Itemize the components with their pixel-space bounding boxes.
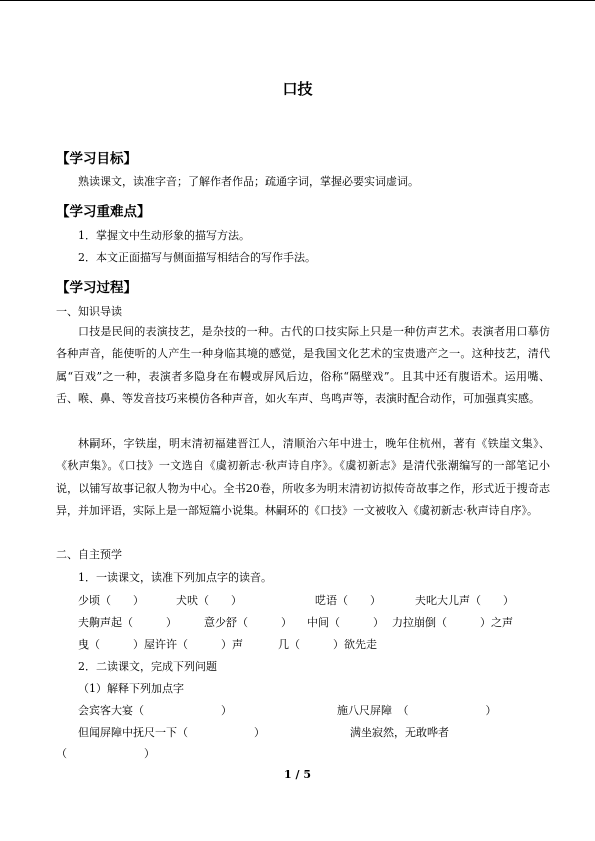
process-heading: 【学习过程】	[56, 280, 137, 296]
definition-item: （ ）	[56, 747, 155, 760]
question-2: 2．二读课文，完成下列问题	[78, 660, 217, 673]
definition-item: 施八尺屏障 （ ）	[337, 704, 497, 717]
definition-item: 满坐寂然，无敢哗者	[350, 726, 449, 739]
keypoint-item-1: 1．掌握文中生动形象的描写方法。	[78, 229, 250, 242]
pronunciation-item: 夫齁声起（ ）	[78, 616, 177, 629]
pronunciation-item: 曳（ ）屋许许（ ）声	[78, 638, 243, 651]
goals-text: 熟读课文，读准字音；了解作者作品；疏通字词，掌握必要实词虚词。	[78, 175, 419, 188]
page-title: 口技	[282, 80, 313, 98]
pronunciation-item: 少顷（ ）	[78, 594, 144, 607]
goals-heading: 【学习目标】	[56, 151, 137, 167]
section-1-title: 一、知识导读	[56, 305, 122, 318]
question-1: 1．一读课文，读准下列加点字的读音。	[78, 571, 272, 584]
definition-item: 会宾客大宴（ ）	[78, 704, 232, 717]
pronunciation-item: 夫叱大儿声（ ）	[415, 594, 514, 607]
definition-item: 但闻屏障中抚尺一下（ ）	[78, 726, 265, 739]
intro-paragraph: 口技是民间的表演技艺，是杂技的一种。古代的口技实际上只是一种仿声艺术。表演者用口摹仿各种声音，能使听的人产生一种身临其境的感觉，是我国文化艺术的宝贵遗产之一。这种技艺，清代属“百戏”之一种，表演者多隐身在布幔或屏风后边，俗称“隔壁戏”。且其中还有腹语术。运用嘴、舌、喉、鼻、等发音技巧来模仿各种声音，如火车声、鸟鸣声等，表演时配合动作，可加强真实感。	[56, 325, 550, 406]
pronunciation-item: 几（ ）欲先走	[278, 638, 377, 651]
keypoint-item-2: 2．本文正面描写与侧面描写相结合的写作手法。	[78, 251, 316, 264]
page-number: 1 / 5	[284, 768, 311, 781]
pronunciation-item: 中间（ ）	[307, 616, 384, 629]
keypoints-heading: 【学习重难点】	[56, 204, 151, 220]
author-paragraph: 林嗣环，字铁崖，明末清初福建晋江人，清顺治六年中进士，晚年住杭州，著有《铁崖文集》、《秋声集》。《口技》一文选自《虞初新志·秋声诗自序》。《虞初新志》是清代张潮编写的一部笔记小说，以铺写故事记叙人物为中心。全书20卷，所收多为明末清初访拟传奇故事之作，形式近于搜奇志异，并加评语，实际上是一部短篇小说集。林嗣环的《口技》一文被收入《虞初新志·秋声诗自序》。	[56, 437, 550, 518]
pronunciation-item: 力拉崩倒（ ）之声	[392, 616, 513, 629]
question-2-sub: （1）解释下列加点字	[78, 682, 184, 695]
pronunciation-item: 意少舒（ ）	[204, 616, 292, 629]
pronunciation-item: 犬吠（ ）	[176, 594, 242, 607]
pronunciation-item: 呓语（ ）	[315, 594, 381, 607]
section-2-title: 二、自主预学	[56, 548, 122, 561]
top-rule	[0, 0, 595, 1]
